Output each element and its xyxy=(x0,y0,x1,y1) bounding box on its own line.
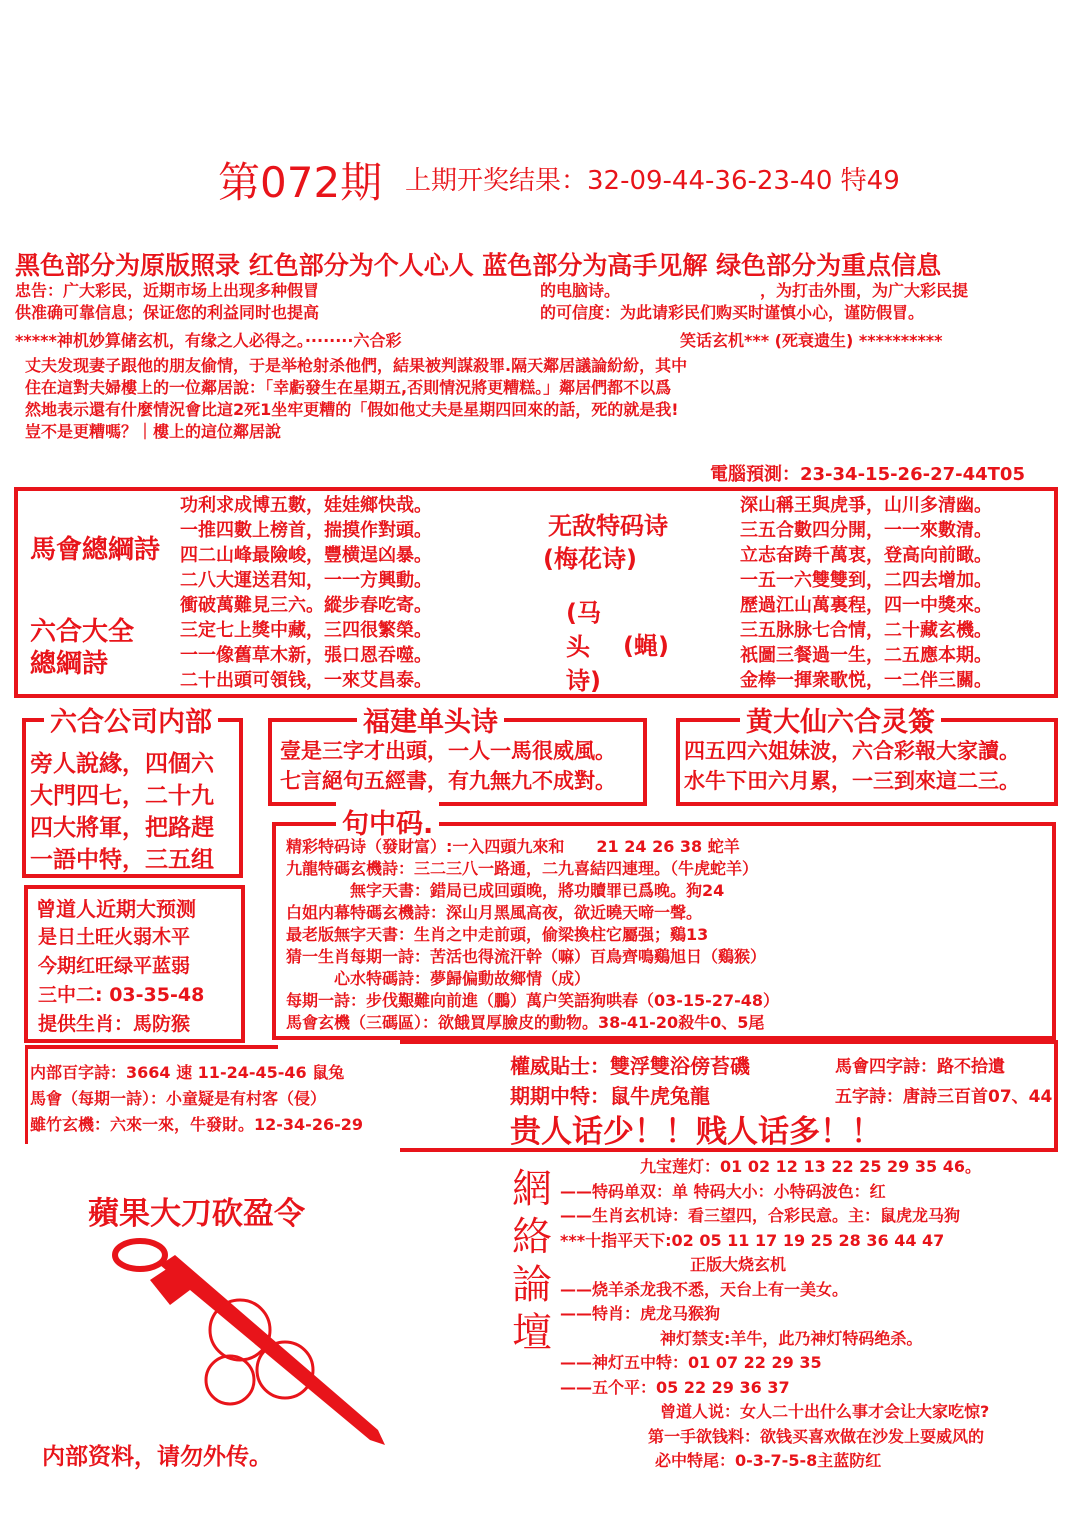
tips-text: 權威貼士：雙浮雙浴傍苔磯 xyxy=(510,1054,750,1078)
wongtaisin-lines: 四五四六姐妹波，六合彩報大家讀。 水牛下田六月累，一三到來這二三。 xyxy=(684,739,1020,793)
box-title: 福建单头诗 xyxy=(357,700,504,739)
warning-line: 供准确可靠信息；保证您的利益同时也提高 xyxy=(15,303,320,322)
poem-label: 六合大全 xyxy=(30,617,135,647)
apple-title: 蘋果大刀砍盈令 xyxy=(88,1196,305,1232)
issue-number: 第072期 xyxy=(218,158,383,207)
knife-illustration xyxy=(100,1230,410,1450)
internal-lines: 内部百字詩：3664 速 11-24-45-46 鼠兔 馬會（每期一詩）：小童疑是有村客（侵） 雖竹玄機：六來一來，牛發財。12-34-26-29 xyxy=(30,1063,363,1134)
prophet-lines: 是日土旺火弱木平 今期红旺绿平蓝弱 三中二: 03-35-48 提供生肖：馬防猴 xyxy=(38,926,205,1035)
joke-text: 丈夫发现妻子跟他的朋友偷情，于是举枪射杀他們，結果被判謀殺罪.隔天鄰居議論紛紛，其中 住在這對夫婦樓上的一位鄰居說：「幸虧發生在星期五,否則情況將更糟糕。」鄰居們都不以爲 然地表示還有什麼情況會比這2死1坐牢更糟的「假如他丈夫是星期四回來的話，死的就是我! 豈不是更糟嗎？｜樓上的這位鄰居說 xyxy=(25,356,688,441)
computer-prediction: 電腦預測：23-34-15-26-27-44T05 xyxy=(710,464,1025,485)
forum-lines: 九宝莲灯：01 02 12 13 22 25 29 35 46。 ——特码单双：单 特码大小：小特码波色：红 ——生肖玄机诗：看三望四，合彩民意。主：鼠虎龙马狗 ***十指平天下:02 05 11 17 19 25 28 36 44 47 正版大烧玄机 ——烧羊杀龙我不悉，天台上有一美女。 ——特肖：虎龙马猴狗 神灯禁支:羊牛，此乃神灯特码绝杀。 ——神灯五中特：01 07 22 29 35 ——五个平：05 22 29 36 37 曾道人说：女人二十出什么事才会让大家吃惊? 第一手欲钱料：欲钱买喜欢做在沙发上耍威风的 必中特尾：0-3-7-5-8主蓝防红 xyxy=(560,1157,990,1470)
poem-label: 馬會總綱詩 xyxy=(30,535,161,565)
poem-column: 深山稱王與虎爭，山川多清幽。 三五合數四分開，一一來數清。 立志奋踌千萬衷，登高向前瞰。 一五一六雙雙到，二四去增加。 歷過江山萬裏程，四一中獎來。 三五脉脉七合情，二十藏玄機。 祇圖三餐過一生，二五應本期。 金棒一揮衆歌悦，一二伴三關。 xyxy=(740,495,992,691)
company-lines: 旁人說緣，四個六 大門四七，二十九 四大將軍，把路趕 一語中特，三五组 xyxy=(30,751,214,873)
warning-line: 忠告：广大彩民，近期市场上出现多种假冒 xyxy=(15,281,320,300)
juzhong-box xyxy=(272,809,1056,1040)
prophet-box xyxy=(24,885,245,1043)
tips-box xyxy=(400,1040,1058,1152)
poem-label: 總綱詩 xyxy=(30,649,109,679)
poem-title: 无敌特码诗 xyxy=(548,512,668,540)
color-legend: 黑色部分为原版照录 红色部分为个人心人 蓝色部分为高手见解 绿色部分为重点信息 xyxy=(15,251,942,280)
box-title: 黄大仙六合灵簽 xyxy=(740,700,941,739)
poem-subtitle: (马头诗) xyxy=(566,599,601,695)
forum-vertical-title: 網絡論壇 xyxy=(512,1166,552,1356)
box-title: 曾道人近期大预测 xyxy=(36,897,196,921)
fujian-box xyxy=(268,707,647,806)
poem-column: 功利求成博五數，娃娃鄉快哉。 一推四數上榜首，揣摸作對頭。 四二山峰最險峻，豐横逞凶暴。 二八大運送君知，一一方興動。 衝破萬難見三六。縱步春吃寄。 三定七上獎中藏，三四很繁榮。 一一像舊草木新，張口恩吞噬。 二十出頭可領钱，一來艾昌泰。 xyxy=(180,495,432,691)
tips-text: 期期中特：鼠牛虎兔龍 xyxy=(510,1084,710,1108)
warning-line: ，为打击外围，为广大彩民提 xyxy=(760,281,969,300)
fujian-lines: 壹是三字才出頭，一人一馬很威風。 七言絕句五經書，有九無九不成對。 xyxy=(280,739,616,793)
tips-text: 馬會四字詩：路不拾遺 xyxy=(835,1057,1005,1077)
joke-header: *****神机妙算储玄机，有缘之人必得之。········六合彩 xyxy=(15,331,402,350)
poem-subtitle: (梅花诗) xyxy=(543,545,637,573)
warning-line: 的可信度：为此请彩民们购买时谨慎小心，谨防假冒。 xyxy=(540,303,925,322)
slogan: 贵人话少！！贱人话多！！ xyxy=(510,1114,882,1150)
joke-header: 笑话玄机*** (死衰遗生) ********** xyxy=(680,331,943,350)
box-title: 六合公司内部 xyxy=(44,700,218,739)
box-title: 句中码. xyxy=(336,802,439,841)
warning-line: 的电脑诗。 xyxy=(540,281,621,300)
juzhong-lines: 精彩特码诗（發財富）:一入四頭九來和 21 24 26 38 蛇羊 九龍特碼玄機詩：三二三八一路通，二九喜結四連理。（牛虎蛇羊） 無字天書：錯局已成回頭晚，將功贖罪已爲晚。狗24 白姐内幕特碼玄機詩：深山月黑風高夜，欲近曉天啼一聲。 最老版無字天書：生肖之中走前頭，偷梁換柱它屬强；鷄13 猜一生肖每期一詩：苦活也得流汗幹（嘛）百鳥齊鳴鷄旭日（鷄猴） 心水特碼詩：夢歸偏動故鄉情（成） 每期一詩：步伐艱難向前進（鵬）萬户笑語狗哄春（03-15-27-48） 馬會玄機（三碼區）：欲餓買厚臉皮的動物。38-41-20殺牛0、5尾 xyxy=(286,837,779,1032)
apple-footer: 内部资料，请勿外传。 xyxy=(42,1444,272,1470)
company-box xyxy=(22,707,243,878)
tips-text: 五字詩：唐詩三百首07、44 xyxy=(835,1087,1053,1107)
previous-result: 上期开奖结果：32-09-44-36-23-40 特49 xyxy=(405,166,900,196)
poem-subtitle: (蝇) xyxy=(623,632,669,660)
wongtaisin-box xyxy=(676,707,1058,806)
poem-box xyxy=(14,487,1058,698)
